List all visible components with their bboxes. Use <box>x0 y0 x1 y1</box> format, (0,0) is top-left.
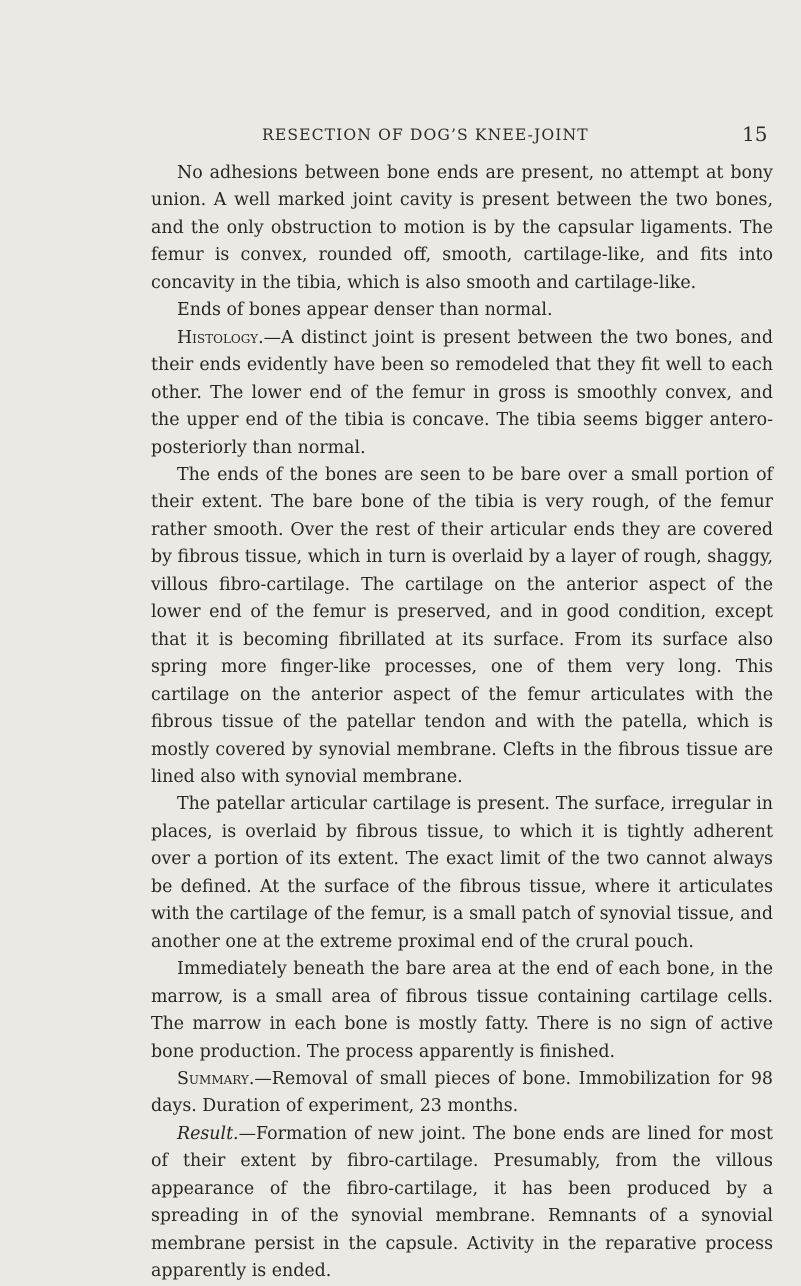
paragraph <box>151 297 773 324</box>
paragraph-text: The ends of the bones are seen to be bare over a small portion of their extent. The bare bone of the tibia is very rough, of the femur rather smooth. Over the rest of their articular ends they are covered by fibrous tissue, which in turn is overlaid by a layer of rough, shaggy, villous fibro-cartilage. The cartilage on the anterior aspect of the lower end of the femur is preserved, and in good condition, except that it is becoming fibrillated at its surface. From its surface also spring more finger-like processes, one of them very long. This cartilage on the anterior aspect of the femur articulates with the fibrous tissue of the patellar tendon and with the patella, which is mostly covered by synovial membrane. Clefts in the fibrous tissue are lined also with synovial membrane. <box>151 464 773 787</box>
paragraph-text: —A distinct joint is present between the two bones, and their ends evidently have been so remodeled that they fit well to each other. The lower end of the femur in gross is smoothly convex, and the upper end of the tibia is concave. The tibia seems bigger antero-posteriorly than normal. <box>151 327 773 458</box>
paragraph <box>151 325 773 462</box>
body-text <box>151 160 773 1286</box>
page-number: 15 <box>742 122 768 146</box>
paragraph-text: No adhesions between bone ends are present, no attempt at bony union. A well marked joint cavity is present between the two bones, and the only obstruction to motion is by the capsular ligaments. The femur is convex, rounded off, smooth, cartilage-like, and fits into concavity in the tibia, which is also smooth and cartilage-like. <box>151 163 773 293</box>
paragraph <box>151 791 773 956</box>
paragraph <box>151 1121 773 1286</box>
paragraph-text: The patellar articular cartilage is present. The surface, irregular in places, is overlaid by fibrous tissue, to which it is tightly adherent over a portion of its extent. The exact limit of the two cannot always be defined. At the surface of the fibrous tissue, where it articulates with the cartilage of the femur, is a small patch of synovial tissue, and another one at the extreme proximal end of the crural pouch. <box>151 794 773 952</box>
running-head: RESECTION OF DOG’S KNEE-JOINT <box>262 126 589 144</box>
section-lead-summary: Summary. <box>177 1068 255 1089</box>
paragraph-text: Immediately beneath the bare area at the end of each bone, in the marrow, is a small area of fibrous tissue containing cartilage cells. The marrow in each bone is mostly fatty. There is no sign of active bone production. The process apparently is finished. <box>151 959 773 1062</box>
paragraph <box>151 160 773 297</box>
section-lead-result: Result. <box>177 1123 239 1144</box>
paragraph <box>151 462 773 791</box>
paragraph <box>151 1066 773 1121</box>
section-lead-histology: Histology. <box>177 327 264 348</box>
paragraph-text: —Removal of small pieces of bone. Immobilization for 98 days. Duration of experiment, 23 months. <box>151 1068 773 1117</box>
paragraph-text: —Formation of new joint. The bone ends are lined for most of their extent by fibro-cartilage. Presumably, from the villous appearance of the fibro-cartilage, it has been produced by a spreading in of the synovial membrane. Remnants of a synovial membrane persist in the capsule. Activity in the reparative process apparently is ended. <box>151 1123 773 1282</box>
paragraph-text: Ends of bones appear denser than normal. <box>177 300 553 321</box>
paragraph <box>151 956 773 1066</box>
